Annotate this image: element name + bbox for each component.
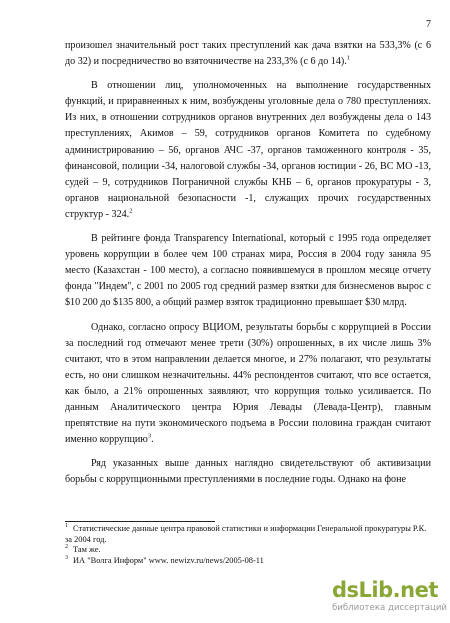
footnote-mark: 3	[65, 554, 68, 561]
footnote-divider	[65, 521, 215, 522]
watermark	[332, 578, 448, 618]
paragraph-text: Однако, согласно опросу ВЦИОМ, результаты борьбы с коррупцией в России за последний год отмечают менее трети (30%) опрошенных, в их числе лишь 3% считают, что в этом направлении делается многое, и 27% полагают, что результаты есть, но они слишком незначительны. 44% респондентов считают, что все остается, как было, а 21% опрошенных заявляют, что коррупция только усиливается. По данным Аналитического центра Юрия Левады (Левада-Центр), главным препятствие на пути экономического подъема в России половина граждан считают именно коррупцию	[65, 321, 431, 446]
footnote-ref: 2	[129, 207, 133, 215]
watermark-logo: dsLib.net	[332, 578, 438, 602]
paragraph	[65, 38, 431, 70]
body-text	[65, 38, 431, 496]
footnote-ref: 3	[147, 432, 152, 440]
paragraph-text: В рейтинге фонда Transparency International, который с 1995 года определяет уровень коррупции в более чем 100 странах мира, Россия в 2004 году заняла 95 место (Казахстан - 100 место), а согласно появившемуся в прошлом месяце отчету фонда "Индем", с 2001 по 2005 год средний размер взятки для бизнесменов вырос с $10 200 до $135 800, а общий размер взяток традиционно превышает $30 млрд.	[65, 233, 431, 309]
footnote-text: ИА "Волга Информ" www. newizv.ru/news/2005-08-11	[73, 555, 264, 565]
paragraph	[65, 78, 431, 223]
paragraph-text: Ряд указанных выше данных наглядно свидетельствуют об активизации борьбы с коррупционными преступлениями в последние годы. Однако на фоне	[65, 458, 431, 486]
paragraph-text: В отношении лиц, уполномоченных на выполнение государственных функций, и приравненных к ним, возбуждены уголовные дела о 780 преступлениях. Из них, в отношении сотрудников органов внутренних дел возбуждены дела о 143 преступлениях, Акимов – 59, сотрудников органов Комитета по судебному администрированию – 56, органов АЧС -37, органов таможенного контроля - 35, финансовой, полиции -34, налоговой службы -34, органов юстиции - 26, ВС МО -13, судей – 9, сотрудников Пограничной службы КНБ – 6, органов прокуратуры - 3, органов национальной безопасности -1, служащих прочих государственных структур - 324.	[65, 80, 431, 220]
footnote-text: Статистические данные центра правовой статистики и информации Генеральной прокуратуры Р.К. за 2004 год.	[65, 524, 427, 544]
paragraph-text: произошел значительный рост таких преступлений как дача взятки на 533,3% (с 6 до 32) и посредничество во взяточничестве на 233,3% (с 6 до 14).	[65, 40, 431, 68]
paragraph	[65, 231, 431, 311]
watermark-caption: библиотека диссертаций	[332, 603, 448, 613]
footnotes	[65, 524, 431, 566]
footnote-text: Там же.	[73, 545, 101, 555]
footnote	[65, 545, 431, 556]
paragraph	[65, 456, 431, 488]
footnote-mark: 2	[65, 544, 68, 551]
page-number: 7	[426, 19, 431, 30]
paragraph: Однако, согласно опросу ВЦИОМ, результаты борьбы с коррупцией в России за последний год отмечают менее трети (30%) опрошенных, в их числе лишь 3% считают, что в этом направлении делается многое, и 27% полагают, что результаты есть, но они слишком незначительны. 44% респондентов считают, что все остается, как было, а 21% опрошенных заявляют, что коррупция только усиливается. По данным Аналитического центра Юрия Левады (Левада-Центр), главным препятствие на пути экономического подъема в России половина граждан считают именно коррупцию$^3$.	[65, 321, 431, 446]
footnote	[65, 524, 431, 545]
footnote-ref: 1	[346, 54, 351, 62]
footnote	[65, 556, 431, 567]
footnote-mark: 1	[65, 523, 68, 530]
